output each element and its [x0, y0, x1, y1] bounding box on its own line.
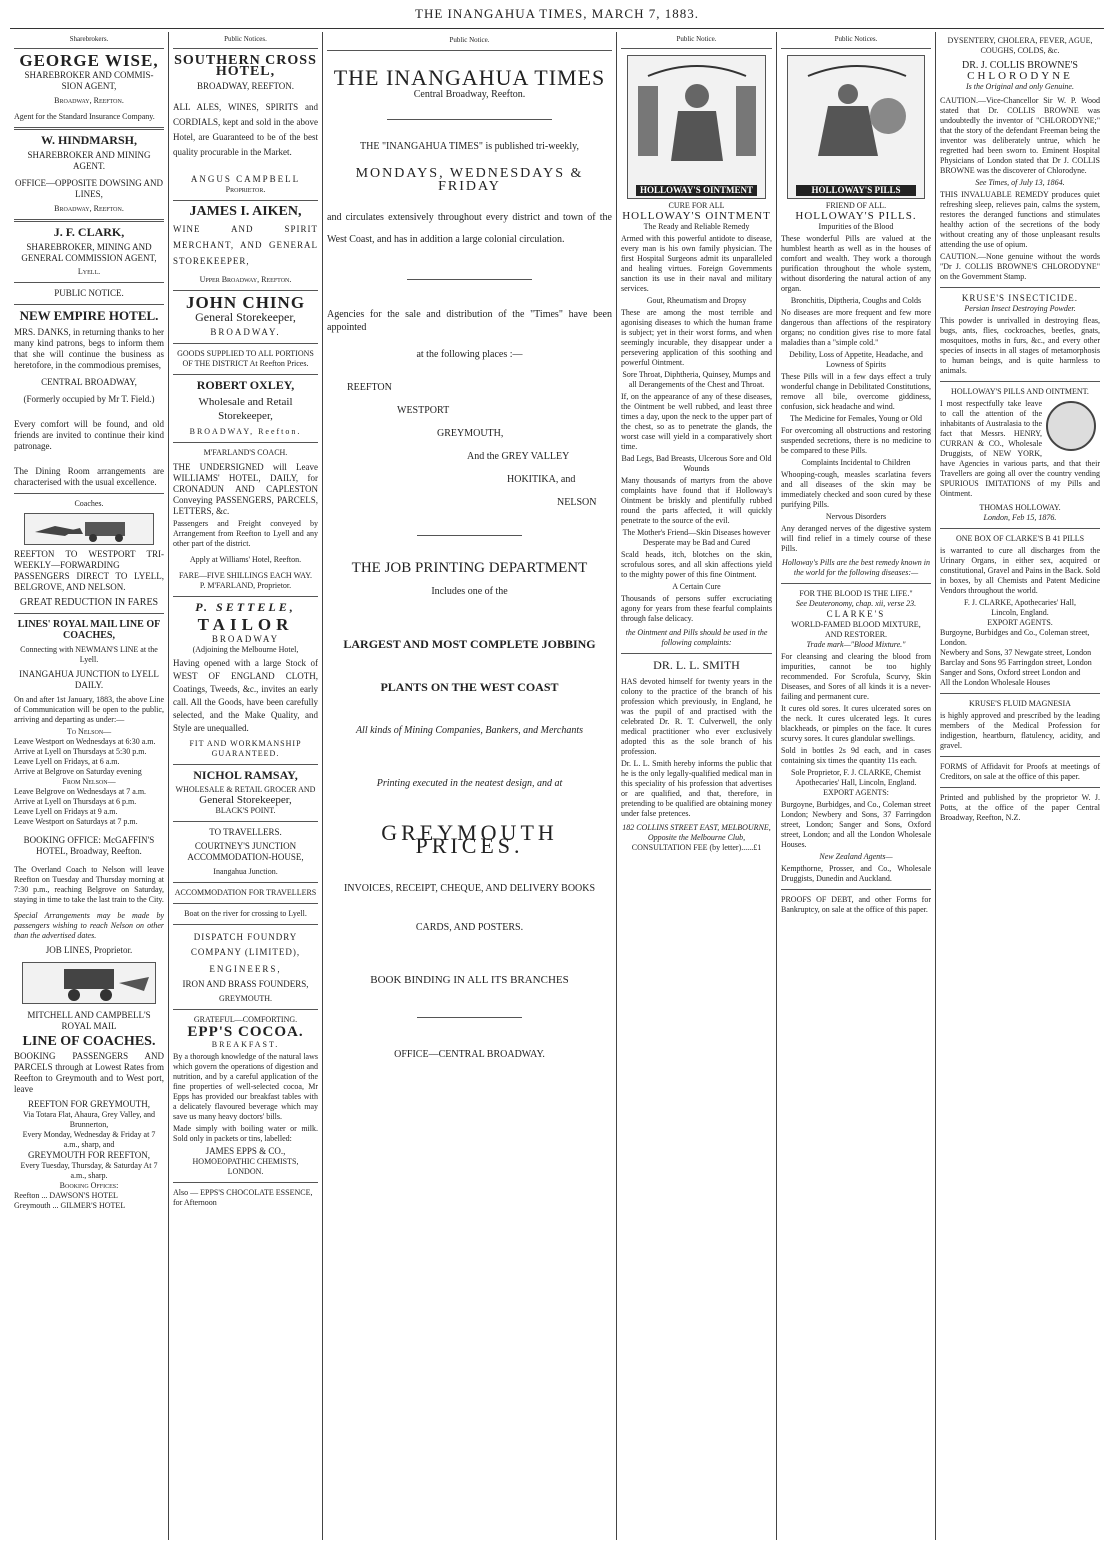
body-text: Thousands of persons suffer excruciating agony for years from these fearful complaints through false delicacy. — [621, 594, 772, 623]
mitchell-via: Via Totara Flat, Ahaura, Grey Valley, and Brunnerton, — [22, 1110, 156, 1129]
greymouth-prices: GREYMOUTH PRICES. — [381, 820, 558, 858]
divider — [173, 764, 318, 765]
coach-illustration — [24, 513, 154, 545]
schedule-line: Leave Lyell on Fridays at 9 a.m. — [14, 807, 118, 816]
plants-text: PLANTS ON THE WEST COAST — [380, 680, 559, 694]
clarke-box-city: Lincoln, England. — [991, 608, 1049, 617]
kruse-magnesia-text: is highly approved and prescribed by the leading members of the Medical Profession for indigestion, heartburn, flatulency, acidity, and gravel. — [940, 711, 1100, 750]
divider — [173, 200, 318, 201]
clarke-list: It cures old sores. It cures ulcerated sores on the neck. It cures ulcerated legs. It cures blackheads, or pimples on the face. It cures scurvy sores. It cures glandular swellings. — [781, 704, 931, 743]
ointment-label: HOLLOWAY'S OINTMENT — [636, 185, 757, 196]
divider — [14, 493, 164, 494]
epps-chemists: HOMOEOPATHIC CHEMISTS, — [192, 1157, 299, 1166]
publication-note: THE "INANGAHUA TIMES" is published tri-weekly, — [360, 141, 579, 152]
settele-address: BROADWAY — [211, 634, 280, 644]
lines-text: On and after 1st January, 1883, the above Line of Communication will be open to the public, arriving and departing as under:— — [14, 695, 164, 724]
divider — [940, 756, 1100, 757]
schedule-line: Leave Belgrove on Wednesdays at 7 a.m. — [14, 787, 147, 796]
forms-of-affidavit: FORMS of Affidavit for Proofs at meetings of Creditors, on sale at the office of this paper. — [940, 762, 1100, 781]
divider — [781, 889, 931, 890]
pills-note: Holloway's Pills are the best remedy known in the world for the following diseases:— — [782, 558, 930, 577]
agencies-text: Agencies for the sale and distribution of the "Times" have been appointed — [327, 309, 612, 333]
mfarland-coach: M'FARLAND'S COACH. — [203, 448, 288, 457]
overland-coach: The Overland Coach to Nelson will leave Reefton on Tuesday and Thursday morning at 7:30 p.m., reaching Belgrove on Saturday, staying in time to take the last train to the City. — [14, 865, 164, 904]
largest-text: LARGEST AND MOST COMPLETE JOBBING — [343, 637, 596, 651]
mitchell-line: LINE OF COACHES. — [22, 1034, 156, 1049]
hindmarsh-name: W. HINDMARSH, — [41, 133, 137, 147]
settele-text: Having opened with a large Stock of WEST OF ENGLAND CLOTH, Coatings, Tweeds, &c., invites an early call. All the Goods, have been carefully selected, and the Make Quality, and Style are unequalled. — [173, 658, 318, 733]
hindmarsh-line: SHAREBROKER AND MINING AGENT. — [27, 150, 151, 171]
paper-address: Central Broadway, Reefton. — [413, 89, 526, 100]
divider — [940, 693, 1100, 694]
new-empire-address: CENTRAL BROADWAY, — [41, 377, 137, 387]
dispatch-iron: IRON AND BRASS FOUNDERS, — [182, 979, 309, 989]
john-ching-address: BROADWAY. — [210, 327, 281, 337]
agency-place: NELSON — [557, 497, 597, 508]
subhead: Bronchitis, Diptheria, Coughs and Colds — [790, 296, 922, 305]
to-nelson: To Nelson— — [66, 727, 112, 736]
divider — [173, 374, 318, 375]
mfarland-owner: P. M'FARLAND, Proprietor. — [199, 581, 292, 590]
mitchell-reefton: REEFTON FOR GREYMOUTH, — [27, 1099, 151, 1109]
booking-office: BOOKING OFFICE: McGAFFIN'S HOTEL, Broadway, Reefton. — [23, 835, 155, 856]
clark-address: Lyell. — [77, 267, 101, 276]
clarke-box-export: EXPORT AGENTS. — [987, 618, 1053, 627]
agency-place: GREYMOUTH, — [437, 428, 504, 439]
includes-text: Includes one of the — [431, 586, 508, 597]
clark-name: J. F. CLARK, — [53, 225, 125, 239]
office-text: OFFICE—CENTRAL BROADWAY. — [394, 1049, 545, 1060]
travellers-header: TO TRAVELLERS. — [209, 827, 282, 837]
divider — [173, 290, 318, 291]
kruse-text: This powder is unrivalled in destroying fleas, bugs, ants, flies, cockroaches, beetles, gnats, mosquitoes, moths in furs, &c., and every other species of insects in all stages of metamorphosis to human beings, and is quite harmless to animals. — [940, 316, 1100, 375]
john-ching-sub: General Storekeeper, — [195, 310, 296, 324]
column-2 — [169, 32, 322, 1540]
dr-smith-name: DR. L. L. SMITH — [653, 658, 740, 672]
nz-agents: New Zealand Agents— — [819, 852, 893, 861]
hindmarsh-address: Broadway, Reefton. — [54, 204, 124, 213]
mfarland-text2: Passengers and Freight conveyed by Arrangement from Reefton to Lyell and any other part of the district. — [173, 519, 318, 548]
clarke-box-prop: F. J. CLARKE, Apothecaries' Hall, — [964, 598, 1076, 607]
subhead: The Ready and Reliable Remedy — [643, 222, 750, 231]
divider — [173, 1009, 318, 1010]
oxley-sub: Wholesale and Retail Storekeeper, — [198, 396, 293, 422]
clarke-box-title: ONE BOX OF CLARKE'S B 41 PILLS — [955, 534, 1085, 543]
gw-agent: Agent for the Standard Insurance Company. — [14, 112, 155, 121]
courtney-address: Inangahua Junction. — [213, 867, 278, 876]
settele-name: P. SETTELE, — [195, 600, 296, 614]
oxley-address: BROADWAY, Reefton. — [189, 427, 302, 436]
clarke-and: AND RESTORER. — [824, 630, 888, 639]
subhead: Impurities of the Blood — [818, 222, 894, 231]
body-text: These are among the most terrible and agonising diseases to which the human frame is subject; yet in their worst forms, and when seemingly incurable, they disappear under a persevering application of this soothing and powerful Ointment. — [621, 308, 772, 367]
schedule-line: Arrive at Belgrove on Saturday evening — [14, 767, 142, 776]
clarke-agents: Burgoyne, Burbidges, and Co., Coleman street London; Newbery and Sons, 37 Farringdon street, London; Sanger and Sons, Oxford street, London; and all the London Wholesale Houses. — [781, 800, 931, 849]
cards-text: CARDS, AND POSTERS. — [415, 922, 524, 933]
mitchell-days2: Every Tuesday, Thursday, & Saturday At 7 a.m., sharp. — [20, 1161, 158, 1180]
divider — [173, 596, 318, 597]
divider — [14, 127, 164, 130]
john-ching-name: JOHN CHING — [185, 293, 306, 312]
mitchell-office: Reefton ... DAWSON'S HOTEL — [14, 1191, 118, 1200]
settele-adjoin: (Adjoining the Melbourne Hotel, — [192, 645, 299, 654]
new-empire-text: MRS. DANKS, in returning thanks to her many kind patrons, begs to inform them that she will continue the business as heretofore, in the commodious premises, — [14, 327, 164, 370]
stagecoach-illustration — [22, 962, 156, 1004]
column-header: Public Notice. — [621, 32, 772, 49]
body-text: No diseases are more frequent and few more dangerous than affections of the respiratory organs; no condition gives rise to more fatal maladies than a "simple cold." — [781, 308, 931, 347]
agency-place: And the GREY VALLEY — [467, 451, 570, 462]
oxley-name: ROBERT OXLEY, — [196, 378, 295, 392]
mitchell-days: Every Monday, Wednesday & Friday at 7 a.m., sharp, and — [22, 1130, 156, 1149]
column-6 — [936, 32, 1104, 1540]
export-agent: Newbery and Sons, 37 Newgate street, London — [940, 648, 1092, 657]
ramsay-name: NICHOL RAMSAY, — [193, 768, 298, 782]
special-arrangements: Special Arrangements may be made by passengers wishing to reach Nelson on other than the advertised dates. — [14, 911, 164, 940]
nz-agents-text: Kempthorne, Prosser, and Co., Wholesale Druggists, Dunedin and Auckland. — [781, 864, 931, 883]
subhead: A Certain Cure — [672, 582, 721, 591]
body-text: If, on the appearance of any of these diseases, the Ointment be well rubbed, and least three times a day, upon the neck to the upper part of the chest, so as to penetrate the glands, the worst case will yield in a comparatively short time. — [621, 392, 772, 451]
epps-text: By a thorough knowledge of the natural laws which govern the operations of digestion and nutrition, and by a careful application of the fine properties of well-selected cocoa, Mr Epps has provided our breakfast tables with a delicately flavoured beverage which may save us many heavy doctors' bills. — [173, 1052, 318, 1121]
mitchell-offices: Booking Offices: — [59, 1181, 119, 1190]
courtney-boat: Boat on the river for crossing to Lyell. — [184, 909, 307, 918]
subhead: Sore Throat, Diphtheria, Quinsey, Mumps and all Derangements of the Chest and Throat. — [622, 370, 771, 389]
courtney-name: COURTNEY'S JUNCTION ACCOMMODATION-HOUSE, — [187, 841, 304, 862]
john-ching-goods: GOODS SUPPLIED TO ALL PORTIONS OF THE DISTRICT At Reefton Prices. — [177, 349, 314, 368]
dr-smith-consult: 182 COLLINS STREET EAST, MELBOURNE, Opposite the Melbourne Club, — [622, 823, 771, 842]
column-1 — [10, 32, 168, 1540]
agency-place: REEFTON — [347, 382, 392, 393]
collis-browne-name: DR. J. COLLIS BROWNE'S — [962, 60, 1078, 71]
divider — [940, 528, 1100, 529]
southern-cross-text: ALL ALES, WINES, SPIRITS and CORDIALS, kept and sold in the above Hotel, are Guaranteed to be of the best quality procurable in the Market. — [173, 102, 318, 157]
clarke-text: For cleansing and clearing the blood from impurities, cannot be too highly recommended. For Scrofula, Scurvy, Skin Diseases, and Sores of all kinds it is a never-failing and permanent cure. — [781, 652, 931, 701]
from-nelson: From Nelson— — [62, 777, 116, 786]
column-3 — [323, 32, 616, 1540]
job-dept: THE JOB PRINTING DEPARTMENT — [351, 560, 588, 576]
divider — [14, 613, 164, 614]
divider — [173, 1182, 318, 1183]
body-text: Many thousands of martyrs from the above complaints have found that if Holloway's Ointment be briskly and plentifully rubbed round the parts affected, it will quickly penetrate to the source of the evil. — [621, 476, 772, 525]
epps-name: EPP'S COCOA. — [187, 1024, 304, 1040]
proofs-of-debt: PROOFS OF DEBT, and other Forms for Bankruptcy, on sale at the office of this paper. — [781, 895, 931, 914]
mfarland-apply: Apply at Williams' Hotel, Reefton. — [189, 555, 302, 564]
courtney-accommodation: ACCOMMODATION FOR TRAVELLERS — [174, 888, 317, 897]
schedule-line: Leave Westport on Saturdays at 7 p.m. — [14, 817, 138, 826]
collis-browne-caution: CAUTION.—None genuine without the words "Dr J. COLLIS BROWNE'S CHLORODYNE" on the Government Stamp. — [940, 252, 1100, 281]
ornament-rule — [417, 1017, 522, 1018]
divider — [940, 787, 1100, 788]
coach-line: REEFTON TO WESTPORT TRI-WEEKLY—FORWARDING PASSENGERS DIRECT TO LYELL, BELGROVE, AND NELSON. — [14, 549, 164, 592]
publication-days: MONDAYS, WEDNESDAYS & FRIDAY — [355, 166, 584, 194]
epps-made: Made simply with boiling water or milk. Sold only in packets or tins, labelled: — [173, 1124, 318, 1143]
clarke-sub: WORLD-FAMED BLOOD MIXTURE, — [791, 620, 921, 629]
clark-line: SHAREBROKER, MINING AND GENERAL COMMISSION AGENT, — [21, 242, 157, 263]
divider — [173, 442, 318, 443]
ornament-rule — [407, 279, 532, 280]
clarke-mark: Trade mark—"Blood Mixture." — [806, 640, 906, 649]
collis-browne-times: See Times, of July 13, 1864. — [975, 178, 1065, 187]
export-agent: Sanger and Sons, Oxford street London and — [940, 668, 1081, 677]
masthead: THE INANGAHUA TIMES, MARCH 7, 1883. — [415, 6, 699, 21]
column-5 — [777, 32, 935, 1540]
holloway-sign: THOMAS HOLLOWAY. — [979, 503, 1061, 512]
mining-text: All kinds of Mining Companies, Bankers, and Merchants — [355, 725, 584, 736]
aiken-name: JAMES I. AIKEN, — [189, 204, 302, 219]
column-header: Public Notice. — [327, 32, 612, 51]
epps-firm: JAMES EPPS & CO., — [205, 1146, 286, 1156]
mfarland-text: THE UNDERSIGNED will Leave WILLIAMS' HOTEL, DAILY, for CRONADUN AND CAPLESTON Conveying PASSENGERS, PARCELS, LETTERS, &c. — [173, 462, 318, 516]
southern-cross-name: SOUTHERN CROSS HOTEL, — [174, 53, 317, 79]
epps-grateful: GRATEFUL—COMFORTING. — [193, 1015, 298, 1024]
mfarland-fare: FARE—FIVE SHILLINGS EACH WAY. — [178, 571, 313, 580]
collis-browne-text: CAUTION.—Vice-Chancellor Sir W. P. Wood stated that Dr. COLLIS BROWNE was undoubtedly the inventor of "CHLORODYNE;" that the story of the defendant Freeman being the inventor was deliberately untrue, which he regretted had been sworn to. Eminent Hospital Physicians of London stated that Dr J. COLLIS BROWNE was the discoverer of Chlorodyne. — [940, 96, 1100, 175]
divider — [14, 219, 164, 222]
new-empire-hotel-name: NEW EMPIRE HOTEL. — [19, 308, 159, 323]
clarke-ref: See Deuteronomy, chap. xii, verse 23. — [795, 599, 917, 608]
ointment-title: HOLLOWAY'S OINTMENT — [622, 210, 771, 222]
mitchell-campbell-name: MITCHELL AND CAMPBELL'S — [27, 1010, 151, 1020]
column-header: Public Notices. — [173, 32, 318, 49]
subhead: Gout, Rheumatism and Dropsy — [646, 296, 747, 305]
column-4 — [617, 32, 776, 1540]
invoices-text: INVOICES, RECEIPT, CHEQUE, AND DELIVERY BOOKS — [343, 883, 596, 894]
subhead: The Medicine for Females, Young or Old — [790, 414, 922, 423]
holloway-ointment-illustration — [627, 55, 766, 199]
clarke-sold: Sold in bottles 2s 9d each, and in cases containing six times the quantity 11s each. — [781, 746, 931, 765]
kruse-magnesia: KRUSE'S FLUID MAGNESIA — [969, 699, 1071, 708]
export-agent: All the London Wholesale Houses — [940, 678, 1051, 687]
body-text: Scald heads, itch, blotches on the skin, scrofulous sores, and all skin affections yield to the mighty power of this fine Ointment. — [621, 550, 772, 579]
dr-smith-text: HAS devoted himself for twenty years in the colony to the practice of the branch of his profession which previously, in England, he was the pupil of and practised with the celebrated Dr. R. T. Culverwell, the only medical practitioner who ever exclusively adopted this as the sole branch of his profession. — [621, 677, 772, 756]
collis-browne-original: Is the Original and only Genuine. — [966, 82, 1074, 91]
gw-address: Broadway, Reefton. — [54, 96, 124, 105]
aiken-text: WINE AND SPIRIT MERCHANT, AND GENERAL STOREKEEPER, — [173, 224, 318, 266]
lines-junction: INANGAHUA JUNCTION to LYELL DAILY. — [19, 669, 159, 690]
southern-cross-owner: ANGUS CAMPBELL — [190, 174, 301, 184]
public-notice-label: PUBLIC NOTICE. — [54, 288, 124, 298]
pills-title: HOLLOWAY'S PILLS. — [795, 210, 917, 222]
gw-line1: SHAREBROKER AND COMMIS- — [24, 70, 154, 80]
schedule-line: Leave Lyell on Fridays, at 6 a.m. — [14, 757, 120, 766]
body-text: Whooping-cough, measles scarlatina fevers and all diseases of the skin may be immediately checked and soon cured by these purifying Pills. — [781, 470, 931, 509]
holloway-pills-illustration — [787, 55, 925, 199]
subhead: Complaints Incidental to Children — [801, 458, 911, 467]
collis-browne-remedy: THIS INVALUABLE REMEDY produces quiet refreshing sleep, relieves pain, calms the system, restores the deranged functions and stimulates healthy action of the secretions of the body without creating any of those unpleasant results attending the use of opium. — [940, 190, 1100, 249]
export-agent: Burgoyne, Burbidges and Co., Coleman street, London. — [940, 628, 1090, 647]
divider — [14, 282, 164, 283]
epps-also: Also — EPPS'S CHOCOLATE ESSENCE, for Afternoon — [173, 1188, 313, 1207]
subhead: The Mother's Friend—Skin Diseases however Desperate may be Bad and Cured — [622, 528, 771, 547]
divider — [940, 381, 1100, 382]
cure-for-all: CURE FOR ALL — [668, 201, 725, 210]
schedule-line: Leave Westport on Wednesdays at 6:30 a.m. — [14, 737, 156, 746]
coach-reduction: GREAT REDUCTION IN FARES — [19, 597, 159, 608]
body-text: These Pills will in a few days effect a truly wonderful change in Debilitated Constitutions, remove all bile, overcome giddiness, confusion, sick headache and wind. — [781, 372, 931, 411]
complaints-header: the Ointment and Pills should be used in the following complaints: — [625, 628, 768, 647]
mitchell-office: Greymouth ... GILMER'S HOTEL — [14, 1201, 126, 1210]
column-header: Sharebrokers. — [14, 32, 164, 49]
printed-by: Printed and published by the proprietor W. J. Potts, at the office of the paper Central Broadway, Reefton, N.Z. — [940, 793, 1100, 822]
dr-smith-fee: CONSULTATION FEE (by letter)......£1 — [631, 843, 762, 852]
new-empire-text2: Every comfort will be found, and old friends are invited to continue their kind patronage. — [14, 419, 164, 451]
chlorodyne: CHLORODYNE — [967, 70, 1073, 82]
divider — [173, 882, 318, 883]
george-wise-name: GEORGE WISE, — [19, 51, 159, 70]
epps-sub: BREAKFAST. — [211, 1040, 280, 1049]
mitchell-royal-mail: ROYAL MAIL — [61, 1021, 117, 1031]
pills-label: HOLLOWAY'S PILLS — [796, 185, 916, 196]
dispatch-foundry-name: DISPATCH FOUNDRY COMPANY (LIMITED), — [190, 932, 301, 957]
ornament-rule — [417, 535, 522, 536]
ornament-rule — [387, 119, 552, 120]
divider — [940, 287, 1100, 288]
body-text: These wonderful Pills are valued at the humblest hearth as well as in the houses of comfort and wealth. They work a thorough purification throughout the whole system, without disordering the natural action of any organ. — [781, 234, 931, 293]
divider — [621, 653, 772, 654]
paper-title: THE INANGAHUA TIMES — [333, 65, 606, 90]
schedule-line: Arrive at Lyell on Thursdays at 6 p.m. — [14, 797, 137, 806]
kruse-insecticide: KRUSE'S INSECTICIDE. — [961, 293, 1079, 303]
divider — [173, 821, 318, 822]
column-header: Public Notices. — [781, 32, 931, 49]
hindmarsh-office: OFFICE—OPPOSITE DOWSING AND LINES, — [14, 178, 163, 199]
dispatch-engineers: ENGINEERS, — [209, 964, 282, 974]
holloway-warning-text: I most respectfully take leave to call the attention of the inhabitants of Australasia to the fact that Messrs. HENRY, CURRAN & CO., Wholesale Druggists, of NEW YORK, have Agencies in various parts, and that their Travellers are going all over the country vending SPURIOUS IMITATIONS of my Pills and Ointment. — [940, 399, 1100, 498]
export-agent: Barclay and Sons 95 Farringdon street, London — [940, 658, 1092, 667]
epps-city: LONDON. — [227, 1167, 264, 1176]
lines-coach-title: LINES' ROYAL MAIL LINE OF COACHES, — [17, 619, 161, 641]
aiken-address: Upper Broadway, Reefton. — [199, 275, 292, 284]
settele-title: TAILOR — [197, 615, 294, 634]
settele-fit: FIT AND WORKMANSHIP GUARANTEED. — [189, 739, 302, 758]
divider — [14, 304, 164, 305]
kruse-sub: Persian Insect Destroying Powder. — [964, 304, 1076, 313]
divider — [173, 903, 318, 904]
new-empire-text3: The Dining Room arrangements are characterised with the usual excellence. — [14, 466, 164, 487]
southern-cross-proprietor: Proprietor. — [225, 185, 266, 194]
mitchell-text: BOOKING PASSENGERS AND PARCELS through at Lowest Rates from Reefton to Greymouth and to West port, leave — [14, 1051, 164, 1094]
subhead: Bad Legs, Bad Breasts, Ulcerous Sore and Old Wounds — [621, 454, 772, 473]
clarke-quote: FOR THE BLOOD IS THE LIFE." — [799, 589, 913, 598]
schedule-line: Arrive at Lyell on Thursdays at 5:30 p.m. — [14, 747, 147, 756]
ramsay-text: WHOLESALE & RETAIL GROCER AND — [175, 785, 316, 794]
stagecoach-icon — [24, 963, 154, 1003]
circulation-text: and circulates extensively throughout every district and town of the West Coast, and has in addition a large colonial circulation. — [327, 212, 612, 245]
subhead: Debility, Loss of Appetite, Headache, and Lowness of Spirits — [789, 350, 923, 369]
top-rule — [10, 28, 1104, 29]
divider — [781, 583, 931, 584]
friend-of-all: FRIEND OF ALL. — [825, 201, 887, 210]
holloway-warning-title: HOLLOWAY'S PILLS AND OINTMENT. — [951, 387, 1089, 396]
holloway-seal-icon — [1046, 401, 1096, 451]
lines-coach-sub: Connecting with NEWMAN'S LINE at the Lyell. — [20, 645, 158, 664]
dr-smith-text2: Dr. L. L. Smith hereby informs the public that he is the only legally-qualified medical man in this speciality of his profession that advertises or are qualified, and that, therefore, in pretending to be qualified are obtaining money under false pretences. — [621, 759, 772, 818]
mitchell-greymouth: GREYMOUTH FOR REEFTON, — [27, 1150, 151, 1160]
allegorical-figure-icon — [788, 56, 926, 166]
southern-cross-address: BROADWAY, REEFTON. — [196, 81, 295, 91]
clarke-box-text: is warranted to cure all discharges from the Urinary Organs, in either sex, acquired or constitutional, Gravel and Pains in the Back. Sold in boxes, by all Chemists and Patent Medicine Vendors throughout the world. — [940, 546, 1100, 595]
clarke-name: CLARKE'S — [826, 609, 886, 619]
job-lines: JOB LINES, Proprietor. — [45, 945, 133, 955]
dispatch-address: GREYMOUTH. — [218, 994, 273, 1003]
body-text: Armed with this powerful antidote to disease, every man is his own family physician. The first Hospital Surgeons admit its unparalleled and healing virtues. Foreign Governments sanction its use in their naval and military services. — [621, 234, 772, 293]
divider — [173, 924, 318, 925]
gw-line2: SION AGENT, — [61, 81, 117, 91]
body-text: For overcoming all obstructions and restoring suspended secretions, there is no medicine to be compared to these Pills. — [781, 426, 931, 455]
ramsay-sub: General Storekeeper, — [199, 794, 292, 806]
dysentery-title: DYSENTERY, CHOLERA, FEVER, AGUE, COUGHS, COLDS, &c. — [947, 36, 1093, 55]
agency-place: HOKITIKA, and — [507, 474, 576, 485]
clarke-proprietor: Sole Proprietor, F. J. CLARKE, Chemist Apothecaries' Hall, Lincoln, England. — [791, 768, 921, 787]
agency-place: WESTPORT — [397, 405, 450, 416]
agencies-places: at the following places :— — [416, 349, 523, 360]
divider — [173, 343, 318, 344]
coach-icon — [25, 514, 155, 544]
allegorical-figure-icon — [628, 56, 766, 166]
binding-text: BOOK BINDING IN ALL ITS BRANCHES — [370, 974, 569, 986]
holloway-date: London, Feb 15, 1876. — [983, 513, 1057, 522]
printing-text: Printing executed in the neatest design, and at — [376, 778, 563, 789]
ramsay-address: BLACK'S POINT. — [215, 806, 276, 815]
new-empire-previous: (Formerly occupied by Mr T. Field.) — [23, 394, 155, 404]
coaches-header: Coaches. — [74, 499, 104, 508]
clarke-export: EXPORT AGENTS: — [823, 788, 889, 797]
subhead: Nervous Disorders — [825, 512, 887, 521]
body-text: Any deranged nerves of the digestive system will find relief in a timely course of these Pills. — [781, 524, 931, 553]
